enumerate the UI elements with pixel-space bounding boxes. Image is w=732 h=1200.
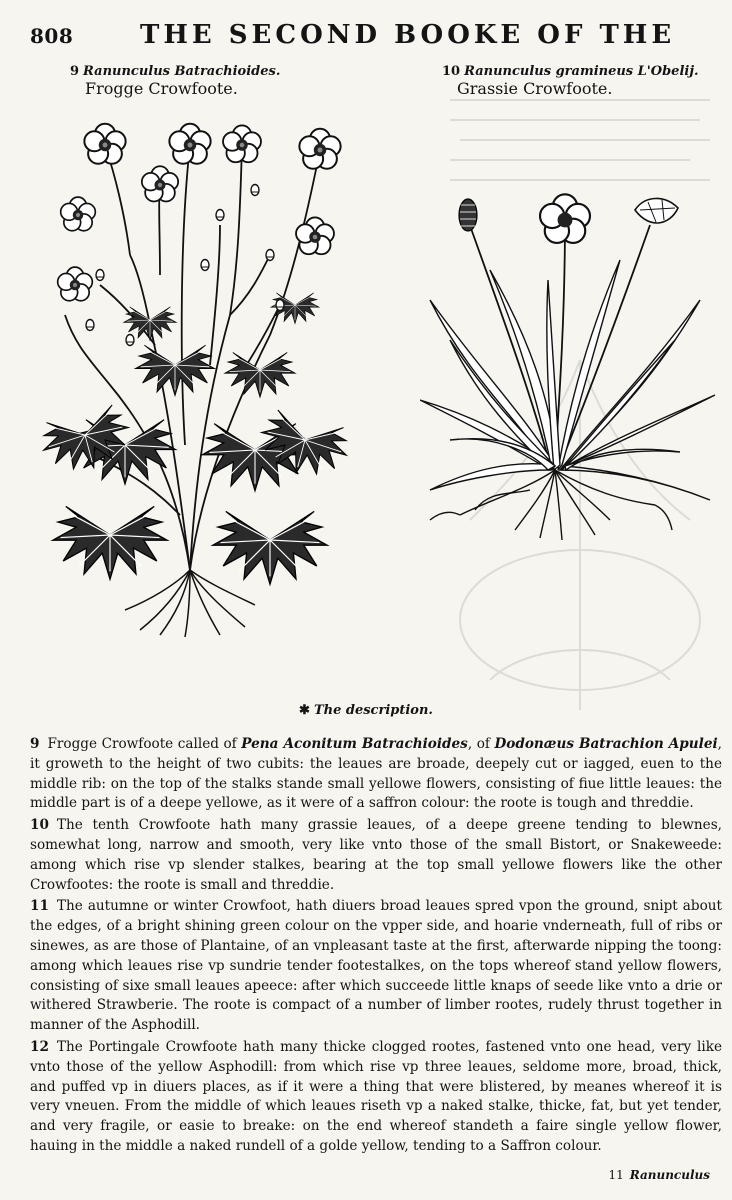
paragraph-italic-name: Dodonæus Batrachion Apulei bbox=[494, 736, 718, 752]
running-head: THE SECOND BOOKE OF THE bbox=[140, 20, 676, 50]
catchword bbox=[608, 1168, 710, 1182]
paragraph-number: 11 bbox=[30, 898, 49, 915]
plate-caption-grassie-crowfoote bbox=[442, 64, 722, 99]
frogge-crowfoote-woodcut bbox=[30, 115, 360, 640]
catchword-number: 11 bbox=[608, 1168, 624, 1182]
plate-common-name: Frogge Crowfoote. bbox=[85, 79, 238, 98]
description-paragraph-9 bbox=[30, 735, 722, 814]
paragraph-text: The tenth Crowfoote hath many grassie leaues, of a deepe greene tending to blewnes, somewhat long, narrow and smooth, very like vnto those of the small Bistort, or Snakeweede: among which rise vp slender stalkes, bearing at the top small yellowe flowers like the other Crowfootes: the roote is small and threddie. bbox=[30, 817, 722, 893]
paragraph-text: Frogge Crowfoote called of bbox=[47, 736, 242, 752]
paragraph-text: , of bbox=[467, 736, 495, 752]
paragraph-text: The Portingale Crowfoote hath many thicke clogged rootes, fastened vnto one head, very like vnto those of the yellow Asphodill: from which rise vp three leaues, seldome more, broad, thick, and puffed vp in diuers places, as if it were a thing that were blistered, by meanes whereof it is very vneuen. From the middle of which leaues riseth vp a naked stalke, thicke, fat, but yet tender, and very fragile, or easie to breake: on the end whereof standeth a faire single yellow flower, hauing in the middle a naked rundell of a golde yellow, tending to a Saffron colour. bbox=[30, 1038, 722, 1154]
paragraph-number: 9 bbox=[30, 736, 40, 752]
catchword-text: Ranunculus bbox=[629, 1168, 710, 1182]
plate-caption-frogge-crowfoote bbox=[70, 64, 400, 99]
plate-number: 10 bbox=[442, 64, 461, 79]
description-paragraph-11 bbox=[30, 897, 722, 1036]
plate-latin-name bbox=[442, 64, 722, 79]
grassie-crowfoote-woodcut bbox=[420, 190, 720, 550]
paragraph-italic-name: Pena Aconitum Batrachioides bbox=[241, 736, 468, 752]
plate-common-name: Grassie Crowfoote. bbox=[457, 79, 613, 98]
section-heading-title: The description. bbox=[313, 703, 433, 718]
paragraph-text: The autumne or winter Crowfoot, hath diuers broad leaues spred vpon the ground, snipt about the edges, of a bright shining green colour on the vpper side, and hoarie vnderneath, full of ribs or sinewes, as are those of Plantaine, of an vnpleasant taste at the first, afterwarde nipping the toong: among which leaues rise vp sundrie tender footestalkes, on the tops whereof stand yellow flowers, consisting of sixe small leaues apeece: after which succeede little knaps of seede like vnto a drie or withered Strawberie. The roote is compact of a number of limber rootes, rudely thrust together in manner of the Asphodill. bbox=[30, 898, 722, 1034]
latin-name-text: Ranunculus gramineus L'Obelij. bbox=[464, 64, 699, 79]
asterisk-mark: ✱ bbox=[299, 703, 310, 718]
description-paragraph-12 bbox=[30, 1038, 722, 1157]
page-header bbox=[0, 18, 732, 54]
description-paragraph-10 bbox=[30, 816, 722, 895]
plate-latin-name bbox=[70, 64, 400, 79]
plate-number: 9 bbox=[70, 64, 80, 79]
page-number: 808 bbox=[30, 24, 74, 48]
section-heading-description bbox=[0, 703, 732, 718]
paragraph-number: 10 bbox=[30, 817, 49, 834]
paragraph-text: , it groweth to the height of two cubits: the leaues are broade, deepely cut or iagged, euen to the middle rib: on the top of the stalks stande small yellowe flowers, consisting of fiue little leaues: the middle part is of a deepe yellowe, as it were of a saffron colour: the roote is tough and threddie. bbox=[30, 736, 722, 812]
latin-name-text: Ranunculus Batrachioides. bbox=[83, 64, 281, 79]
description-text bbox=[30, 735, 722, 1157]
paragraph-number: 12 bbox=[30, 1038, 49, 1055]
